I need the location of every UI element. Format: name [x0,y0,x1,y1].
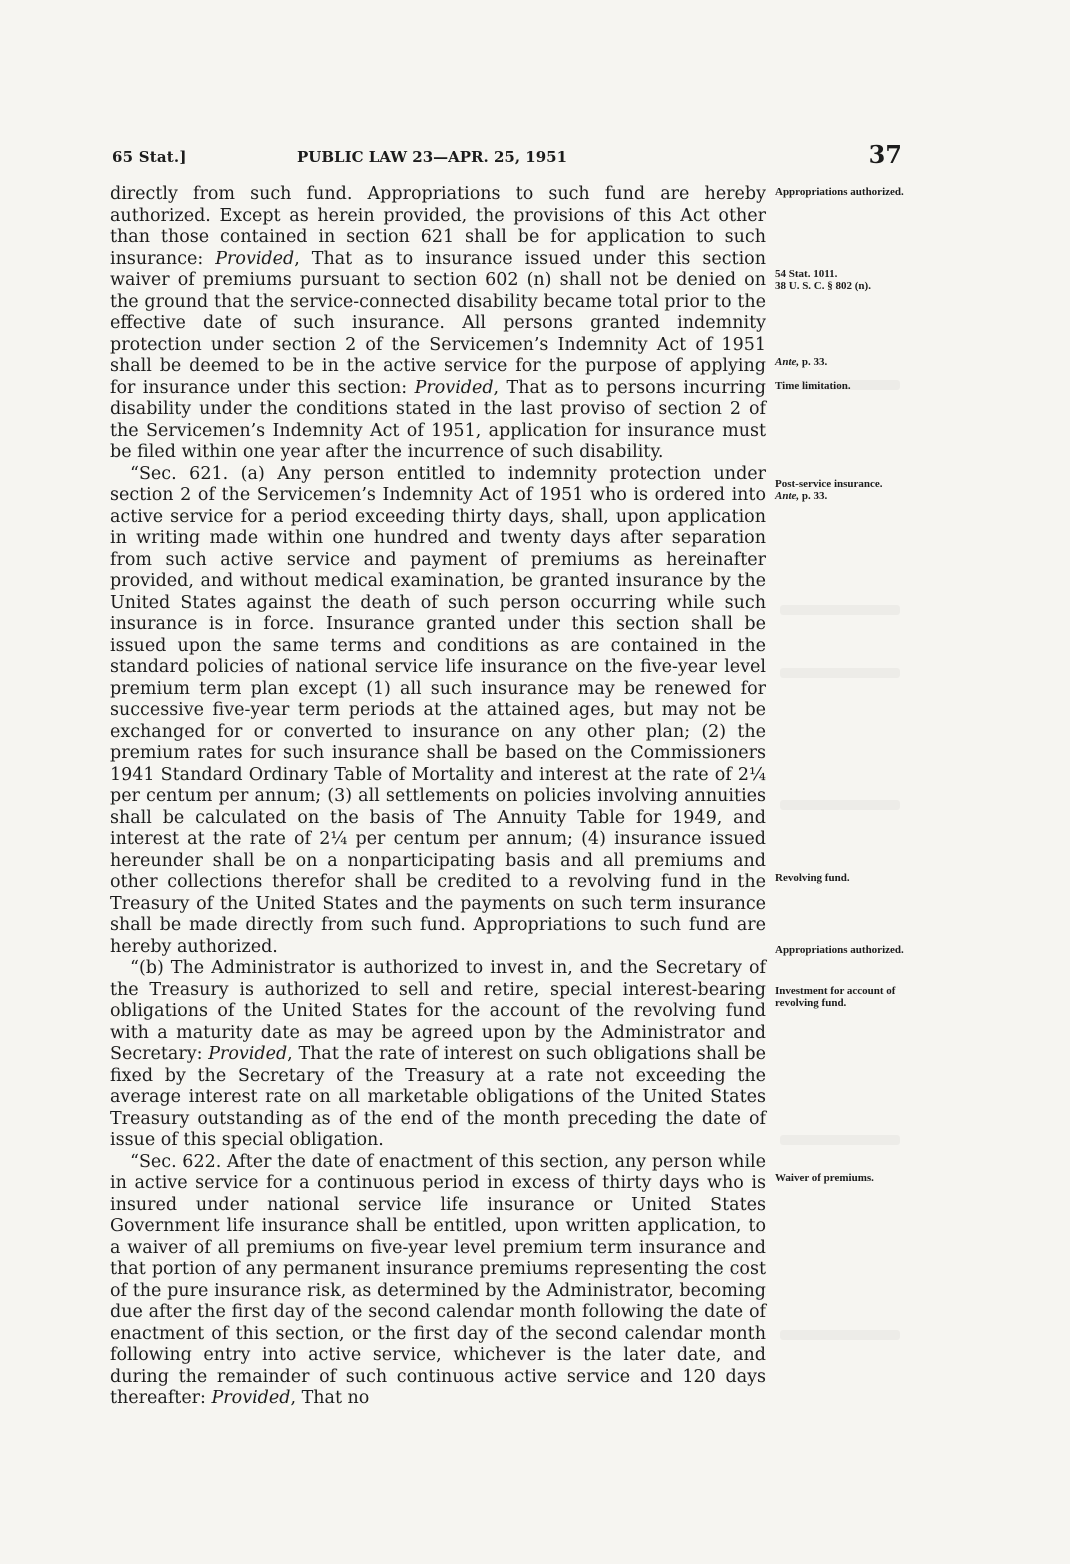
paragraph-sec-622: “Sec. 622. After the date of enactment of this section, any person while in active service for a continuous period in excess of thirty days who is insured under national service life insurance or United States Government life insurance shall be entitled, upon written application, to a waiver of all premiums on five-year level premium term insurance and that portion of any permanent insurance premiums representing the cost of the pure insurance risk, as determined by the Administrator, becoming due after the first day of the second calendar month following the date of enactment of this section, or the first day of the second calendar month following entry into active service, whichever is the later date, and during the remainder of such continuous active service and 120 days thereafter: Provided, That no [110,1151,766,1408]
margin-note-appropriations: Appropriations authorized. [775,186,904,198]
margin-note-statute-reference: 54 Stat. 1011. 38 U. S. C. § 802 (n). [775,268,871,292]
bleed-through-mark [780,1135,900,1145]
margin-note-time-limitation: Time limitation. [775,380,851,392]
volume-reference: 65 Stat.] [112,148,187,166]
bleed-through-mark [780,800,900,810]
bleed-through-mark [780,605,900,615]
margin-note-investment: Investment for account of revolving fund. [775,985,896,1009]
page-title: PUBLIC LAW 23—APR. 25, 1951 [297,148,568,166]
paragraph-sec-621b: “(b) The Administrator is authorized to invest in, and the Secretary of the Treasury is authorized to sell and retire, special interest-bearing obligations of the United States for the account of the revolving fund with a maturity date as may be agreed upon by the Administrator and Secretary: Provided, That the rate of interest on such obligations shall be fixed by the Secretary of the Treasury at a rate not exceeding the average interest rate on all marketable obligations of the United States Treasury outstanding as of the end of the month preceding the date of issue of this special obligation. [110,958,766,1150]
margin-note-revolving-fund: Revolving fund. [775,872,850,884]
margin-note-post-service: Post-service insurance. Ante, p. 33. [775,478,883,502]
body-text [110,184,766,1410]
page-number: 37 [868,140,902,169]
page-header [112,140,902,170]
paragraph-continuation: directly from such fund. Appropriations to such fund are hereby authorized. Except as herein provided, the provisions of this Act other than those contained in section 621 shall be for application to such insurance: Provided, That as to insurance issued under this section waiver of premiums pursuant to section 602 (n) shall not be denied on the ground that the service-connected disability became total prior to the effective date of such insurance. All persons granted indemnity protection under section 2 of the Servicemen’s Indemnity Act of 1951 shall be deemed to be in the active service for the purpose of applying for insurance under this section: Provided, That as to persons incurring disability under the conditions stated in the last proviso of section 2 of the Servicemen’s Indemnity Act of 1951, application for insurance must be filed within one year after the incurrence of such disability. [110,184,767,462]
bleed-through-mark [780,1330,900,1340]
paragraph-sec-621a: “Sec. 621. (a) Any person entitled to indemnity protection under section 2 of the Servicemen’s Indemnity Act of 1951 who is ordered into active service for a period exceeding thirty days, shall, upon application in writing made within one hundred and twenty days after separation from such active service and payment of premiums as hereinafter provided, and without medical examination, be granted insurance by the United States against the death of such person occurring while such insurance is in force. Insurance granted under this section shall be issued upon the same terms and conditions as are contained in the standard policies of national service life insurance on the five-year level premium term plan except (1) all such insurance may be renewed for successive five-year term periods at the attained ages, but may not be exchanged for or converted to insurance on any other plan; (2) the premium rates for such insurance shall be based on the Commissioners 1941 Standard Ordinary Table of Mortality and interest at the rate of 2¼ per centum per annum; (3) all settlements on policies involving annuities shall be calculated on the basis of The Annuity Table for 1949, and interest at the rate of 2¼ per centum per annum; (4) insurance issued hereunder shall be on a nonparticipating basis and all premiums and other collections therefor shall be credited to a revolving fund in the Treasury of the United States and the payments on such term insurance shall be made directly from such fund. Appropriations to such fund are hereby authorized. [110,463,766,957]
margin-note-ante: Ante, p. 33. [775,356,828,368]
bleed-through-mark [780,668,900,678]
margin-note-appropriations: Appropriations authorized. [775,944,904,956]
margin-note-waiver: Waiver of premiums. [775,1172,874,1184]
